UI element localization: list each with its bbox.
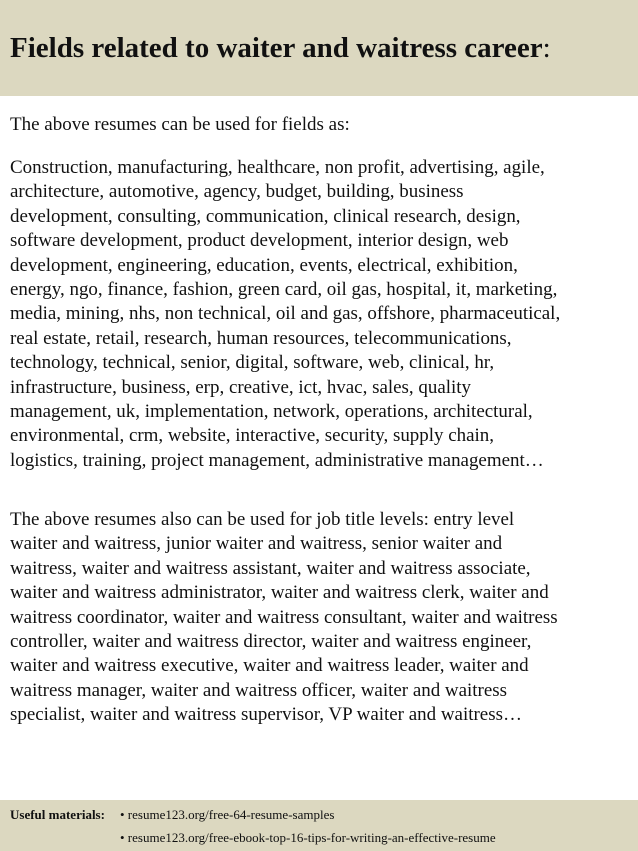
fields-line: architecture, automotive, agency, budget, building, business (10, 181, 464, 203)
job-levels-line: waiter and waitress administrator, waiter and waitress clerk, waiter and (10, 582, 549, 604)
job-levels-line: The above resumes also can be used for job title levels: entry level (10, 509, 515, 530)
fields-line: development, engineering, education, events, electrical, exhibition, (10, 254, 518, 276)
job-levels-paragraph (10, 508, 635, 728)
page-title (10, 30, 551, 66)
intro-text: The above resumes can be used for fields as: (10, 114, 350, 135)
fields-line: technology, technical, senior, digital, software, web, clinical, hr, (10, 352, 495, 374)
job-levels-line: controller, waiter and waitress director, waiter and waitress engineer, (10, 631, 532, 653)
fields-line: development, consulting, communication, clinical research, design, (10, 205, 521, 227)
job-levels-line: specialist, waiter and waitress supervisor, VP waiter and waitress… (10, 704, 522, 726)
fields-paragraph (10, 156, 635, 473)
page-title-colon: : (542, 32, 551, 64)
fields-line: energy, ngo, finance, fashion, green card, oil gas, hospital, it, marketing, (10, 279, 558, 301)
useful-materials-label: Useful materials: (10, 807, 105, 822)
fields-line: logistics, training, project management, administrative management… (10, 449, 544, 471)
job-levels-line: waiter and waitress executive, waiter and waitress leader, waiter and (10, 655, 529, 677)
fields-line: media, mining, nhs, non technical, oil and gas, offshore, pharmaceutical, (10, 303, 561, 325)
page-title-text: Fields related to waiter and waitress career (10, 32, 543, 64)
job-levels-line: waiter and waitress, junior waiter and waitress, senior waiter and (10, 533, 503, 555)
job-levels-line: waitress manager, waiter and waitress officer, waiter and waitress (10, 679, 508, 701)
fields-line: environmental, crm, website, interactive, security, supply chain, (10, 425, 495, 447)
fields-line: Construction, manufacturing, healthcare, non profit, advertising, agile, (10, 157, 545, 178)
ebook-tips-link[interactable]: • resume123.org/free-ebook-top-16-tips-for-writing-an-effective-resume (120, 830, 496, 845)
job-levels-line: waitress coordinator, waiter and waitress consultant, waiter and waitress (10, 606, 558, 628)
job-levels-line: waitress, waiter and waitress assistant, waiter and waitress associate, (10, 557, 531, 579)
fields-line: infrastructure, business, erp, creative, ict, hvac, sales, quality (10, 376, 472, 398)
resume-samples-link[interactable]: • resume123.org/free-64-resume-samples (120, 807, 335, 822)
fields-line: software development, product development, interior design, web (10, 230, 509, 252)
fields-line: management, uk, implementation, network, operations, architectural, (10, 401, 533, 423)
fields-line: real estate, retail, research, human resources, telecommunications, (10, 327, 512, 349)
